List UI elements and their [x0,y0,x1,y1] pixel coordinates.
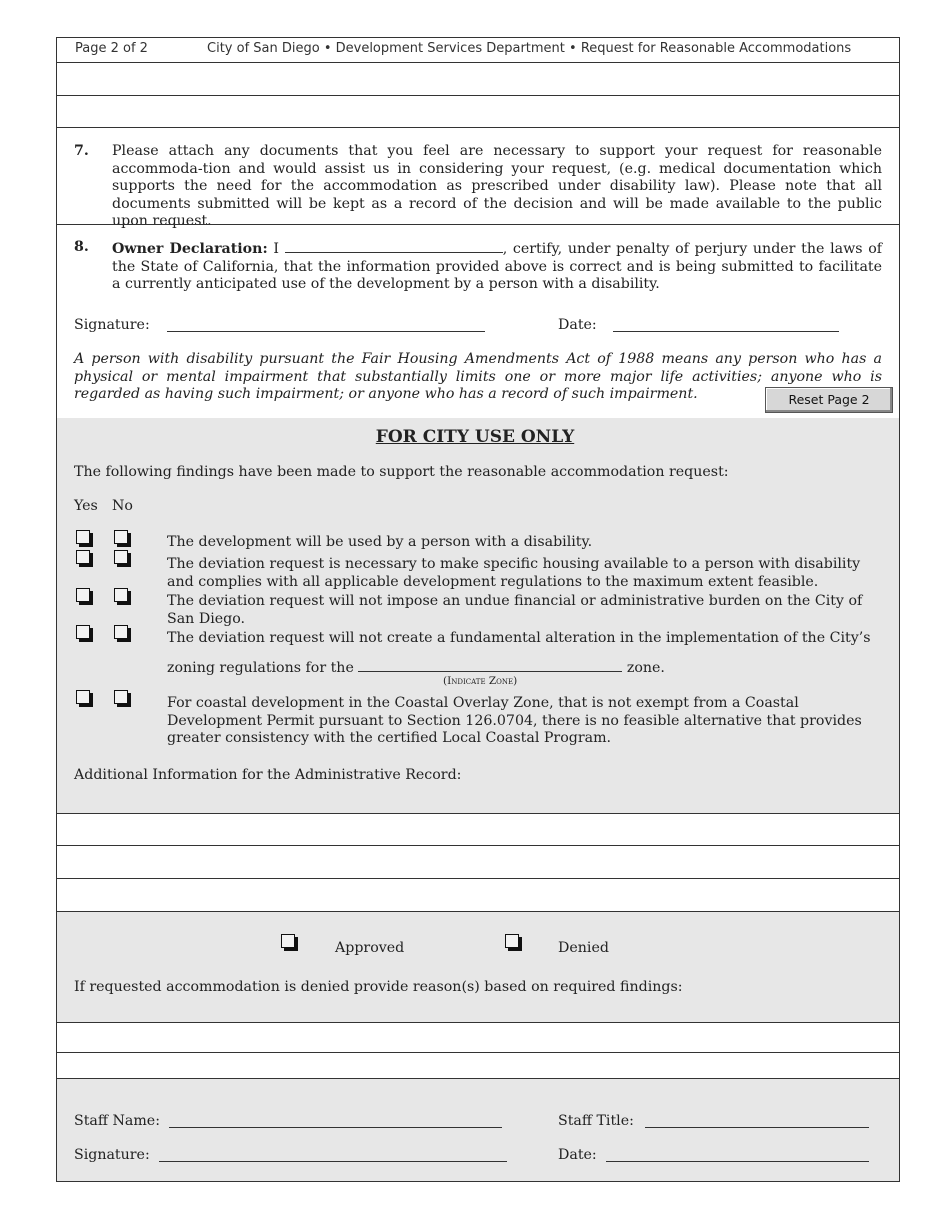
text-field-row-2[interactable] [58,96,898,126]
zoning-post: zone. [626,660,665,676]
city-use-heading: FOR CITY USE ONLY [375,427,575,447]
denied-reason-row-2[interactable] [58,1053,898,1078]
owner-date-field[interactable] [613,318,839,332]
denied-checkbox[interactable] [505,934,519,948]
finding-3-text: The deviation request will not impose an undue financial or administrative burden on the City of San Diego. [167,593,863,627]
text-field-row-1[interactable] [58,63,898,94]
staff-title-field[interactable] [645,1114,869,1128]
document-title: City of San Diego • Development Services Department • Request for Reasonable Accommodations [207,41,852,56]
approved-label: Approved [335,940,405,956]
denied-label: Denied [558,940,609,956]
staff-signature-label: Signature: [74,1147,150,1163]
no-column-label: No [112,498,133,514]
zone-field[interactable] [358,658,622,672]
owner-name-field[interactable] [285,239,503,253]
staff-date-field[interactable] [606,1148,869,1162]
staff-name-field[interactable] [169,1114,502,1128]
findings-intro: The following findings have been made to support the reasonable accommodation request: [74,464,729,480]
owner-declaration-label: Owner Declaration: [112,241,268,257]
zoning-line [167,658,882,678]
staff-signature-field[interactable] [159,1148,507,1162]
staff-date-label: Date: [558,1147,597,1163]
staff-title-label: Staff Title: [558,1113,634,1129]
finding-1-no-checkbox[interactable] [114,530,128,544]
zone-hint: (Indicate Zone) [443,675,518,687]
signature-label: Signature: [74,317,150,333]
staff-name-label: Staff Name: [74,1113,160,1129]
date-label: Date: [558,317,597,333]
finding-4-no-checkbox[interactable] [114,625,128,639]
item-7-number: 7. [74,143,89,159]
divider [57,127,899,128]
item-8-paragraph [112,239,882,294]
disability-definition: A person with disability pursuant the Fair Housing Amendments Act of 1988 means any person who has a physical or mental impairment that substantially limits one or more major life activities; anyone who is regarded as having such impairment; or anyone who has a record of such impairment. [74,351,882,402]
finding-2-yes-checkbox[interactable] [76,550,90,564]
finding-5-no-checkbox[interactable] [114,690,128,704]
finding-2-no-checkbox[interactable] [114,550,128,564]
owner-declaration-pre: I [273,241,280,257]
additional-info-row-1[interactable] [58,814,898,845]
divider [57,224,899,225]
staff-section [57,1079,899,1181]
additional-info-label: Additional Information for the Administrative Record: [74,767,462,783]
finding-1-yes-checkbox[interactable] [76,530,90,544]
finding-5-text: For coastal development in the Coastal Overlay Zone, that is not exempt from a Coastal Development Permit pursuant to Section 126.0704, there is no feasible alternative that provides greater consistency with the certified Local Coastal Program. [167,695,862,746]
finding-3-yes-checkbox[interactable] [76,588,90,602]
additional-info-row-2[interactable] [58,846,898,878]
finding-2-text: The deviation request is necessary to make specific housing available to a person with disability and complies with all applicable development regulations to the maximum extent feasible. [167,556,861,590]
finding-4-text: The deviation request will not create a fundamental alteration in the implementation of the City’s [167,630,871,646]
page-number: Page 2 of 2 [75,41,148,56]
approved-checkbox[interactable] [281,934,295,948]
item-8-number: 8. [74,239,89,255]
finding-5-yes-checkbox[interactable] [76,690,90,704]
finding-3-no-checkbox[interactable] [114,588,128,602]
item-7-text: Please attach any documents that you feel are necessary to support your request for reasonable accommoda-tion and would assist us in considering your request, (e.g. medical documentation which supports the need for the accommodation as prescribed under disability law). Please note that all documents submitted will be kept as a record of the decision and will be made available to the public upon request. [112,143,882,229]
finding-4-yes-checkbox[interactable] [76,625,90,639]
yes-column-label: Yes [74,498,98,514]
reset-page-button[interactable]: Reset Page 2 [765,387,893,413]
denied-reason-row-1[interactable] [58,1023,898,1052]
decision-section [57,912,899,1022]
owner-declaration-text: , certify, under penalty of perjury under the laws of the State of California, that the information provided above is correct and is being submitted to facilitate a currently anticipated use of the development by a person with a disability. [112,241,882,292]
finding-1-text: The development will be used by a person with a disability. [167,534,593,550]
owner-signature-field[interactable] [167,318,485,332]
additional-info-row-3[interactable] [58,879,898,911]
page-header [57,38,899,63]
denied-reason-label: If requested accommodation is denied provide reason(s) based on required findings: [74,979,683,995]
zoning-pre: zoning regulations for the [167,660,354,676]
